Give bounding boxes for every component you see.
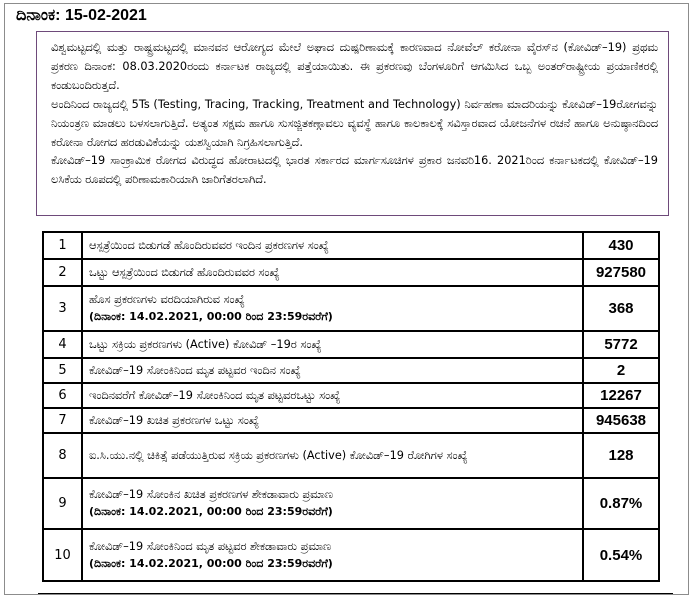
row-label-text: ಹೊಸ ಪ್ರಕರಣಗಳು ವರದಿಯಾಗಿರುವ ಸಂಖ್ಯೆ xyxy=(89,293,245,306)
row-label-text: ಐ.ಸಿ.ಯು.ನಲ್ಲಿ ಚಿಕಿತ್ಸೆ ಪಡೆಯುತ್ತಿರುವ ಸಕ್ರಿಯ ಪ್ರಕರಣಗಳು (Active) ಕೋವಿಡ್–19 ರೋಗಿಗಳ ಸಂಖ್ಯೆ xyxy=(89,448,468,462)
row-value: 430 xyxy=(583,232,659,259)
table-row xyxy=(43,286,659,331)
row-number: 10 xyxy=(43,529,82,581)
row-number: 9 xyxy=(43,478,82,529)
table-row xyxy=(43,478,659,529)
row-date-range: (ದಿನಾಂಕ: 14.02.2021, 00:00 ರಿಂದ 23:59ರವರೆಗೆ) xyxy=(89,310,333,323)
row-label-text: ಕೋವಿಡ್–19 ಸೋಂಕಿನಿಂದ ಮೃತ ಪಟ್ಟವರ ಇಂದಿನ ಸಂಖ್ಯೆ xyxy=(89,363,301,377)
intro-paragraph-1: ವಿಶ್ವಮಟ್ಟದಲ್ಲಿ ಮತ್ತು ರಾಷ್ಟ್ರಮಟ್ಟದಲ್ಲಿ ಮಾನವನ ಆರೋಗ್ಯದ ಮೇಲೆ ಅಘಾದ ದುಷ್ಪರಿಣಾಮಕ್ಕೆ ಕಾರಣವಾದ ನೋವೆಲ್ ಕರೋನಾ ವೈರಸ್‌ನ (ಕೋವಿಡ್–19) ಪ್ರಥಮ ಪ್ರಕರಣ ದಿನಾಂಕ: 08.03.2020ರಂದು ಕರ್ನಾಟಕ ರಾಜ್ಯದಲ್ಲಿ ಪತ್ತೆಯಾಯಿತು. ಈ ಪ್ರಕರಣವು ಬೆಂಗಳೂರಿಗೆ ಆಗಮಿಸಿದ ಒಬ್ಬ ಅಂತರ್‌ರಾಷ್ಟ್ರೀಯ ಪ್ರಯಾಣಿಕರಲ್ಲಿ ಕಂಡುಬಂದಿರುತ್ತದೆ. xyxy=(51,41,658,92)
row-value: 2 xyxy=(583,358,659,383)
table-row xyxy=(43,529,659,581)
row-value: 5772 xyxy=(583,331,659,358)
table-row xyxy=(43,259,659,286)
row-value: 0.87% xyxy=(583,478,659,529)
row-label-text: ಕೋವಿಡ್–19 ಸೋಂಕಿನಿಂದ ಮೃತ ಪಟ್ಟವರ ಶೇಕಡಾವಾರು ಪ್ರಮಾಣ xyxy=(89,539,332,553)
row-label xyxy=(82,433,583,478)
row-label xyxy=(82,383,583,408)
table-row xyxy=(43,383,659,408)
table-row xyxy=(43,433,659,478)
row-label-text: ಆಸ್ಪತ್ರೆಯಿಂದ ಬಿಡುಗಡೆ ಹೊಂದಿರುವವರ ಇಂದಿನ ಪ್ರಕರಣಗಳ ಸಂಖ್ಯೆ xyxy=(89,238,329,252)
row-value: 927580 xyxy=(583,259,659,286)
row-number: 2 xyxy=(43,259,82,286)
intro-paragraph-2: ಅಂದಿನಿಂದ ರಾಜ್ಯದಲ್ಲಿ 5Ts (Testing, Tracing, Tracking, Treatment and Technology) ನಿರ್ವಹಣಾ ಮಾದರಿಯನ್ನು ಕೋವಿಡ್–19ರೋಗವನ್ನು ನಿಯಂತ್ರಣ ಮಾಡಲು ಬಳಸಲಾಗುತ್ತಿದೆ. ಅತ್ಯಂತ ಸಕ್ಷಮ ಹಾಗೂ ಸುಸಜ್ಜಿತಕಣ್ಗಾವಲು ವ್ಯವಸ್ಥೆ ಹಾಗೂ ಕಾಲಕಾಲಕ್ಕೆ ಸವಿಸ್ತಾರವಾದ ಯೋಜನೆಗಳ ರಚನೆ ಹಾಗೂ ಅನುಷ್ಠಾನದಿಂದ ಕರೋನಾ ರೋಗದ ಹರಡುವಿಕೆಯನ್ನು ಯಶಸ್ವಿಯಾಗಿ ನಿಗ್ರಹಿಸಲಾಗುತ್ತಿದೆ. xyxy=(51,97,658,149)
table-row xyxy=(43,408,659,433)
row-number: 7 xyxy=(43,408,82,433)
row-value: 945638 xyxy=(583,408,659,433)
row-label-text: ಇಂದಿನವರೆಗೆ ಕೋವಿಡ್–19 ಸೋಂಕಿನಿಂದ ಮೃತ ಪಟ್ಟವರಒಟ್ಟು ಸಂಖ್ಯೆ xyxy=(89,388,341,402)
row-label xyxy=(82,408,583,433)
row-label xyxy=(82,529,583,581)
table-row xyxy=(43,358,659,383)
row-label xyxy=(82,232,583,259)
statistics-table xyxy=(42,231,660,582)
intro-box xyxy=(36,31,669,216)
row-label xyxy=(82,286,583,331)
row-label-text: ಕೋವಿಡ್–19 ಖಚಿತ ಪ್ರಕರಣಗಳ ಒಟ್ಟು ಸಂಖ್ಯೆ xyxy=(89,413,259,427)
row-label-text: ಕೋವಿಡ್–19 ಸೋಂಕಿನ ಖಚಿತ ಪ್ರಕರಣಗಳ ಶೇಕಡಾವಾರು ಪ್ರಮಾಣ xyxy=(89,488,333,501)
row-label xyxy=(82,478,583,529)
report-date: ದಿನಾಂಕ: 15-02-2021 xyxy=(16,7,147,24)
row-label xyxy=(82,259,583,286)
row-number: 3 xyxy=(43,286,82,331)
intro-paragraph-3: ಕೋವಿಡ್–19 ಸಾಂಕ್ರಾಮಿಕ ರೋಗದ ವಿರುದ್ಧದ ಹೋರಾಟದಲ್ಲಿ ಭಾರತ ಸರ್ಕಾರದ ಮಾರ್ಗಸೂಚಿಗಳ ಪ್ರಕಾರ ಜನವರಿ16. 2021ರಿಂದ ಕರ್ನಾಟಕದಲ್ಲಿ ಕೋವಿಡ್–19 ಲಸಿಕೆಯ ರೂಪದಲ್ಲಿ ಪರಿಣಾಮಕಾರಿಯಾಗಿ ಜಾರಿಗೆತರಲಾಗಿದೆ. xyxy=(51,154,658,187)
row-number: 4 xyxy=(43,331,82,358)
row-value: 12267 xyxy=(583,383,659,408)
row-number: 6 xyxy=(43,383,82,408)
row-value: 0.54% xyxy=(583,529,659,581)
row-number: 1 xyxy=(43,232,82,259)
row-label xyxy=(82,331,583,358)
row-date-range: (ದಿನಾಂಕ: 14.02.2021, 00:00 ರಿಂದ 23:59ರವರೆಗೆ) xyxy=(89,505,333,518)
row-label-text: ಒಟ್ಟು ಆಸ್ಪತ್ರೆಯಿಂದ ಬಿಡುಗಡೆ ಹೊಂದಿರುವವರ ಸಂಖ್ಯೆ xyxy=(89,265,280,279)
row-label-text: ಒಟ್ಟು ಸಕ್ರಿಯ ಪ್ರಕರಣಗಳು (Active) ಕೋವಿಡ್ –19ರ ಸಂಖ್ಯೆ xyxy=(89,337,322,351)
row-label xyxy=(82,358,583,383)
row-value: 368 xyxy=(583,286,659,331)
row-number: 5 xyxy=(43,358,82,383)
row-number: 8 xyxy=(43,433,82,478)
table-row xyxy=(43,331,659,358)
row-value: 128 xyxy=(583,433,659,478)
table-row xyxy=(43,232,659,259)
bottom-divider xyxy=(38,593,673,594)
row-date-range: (ದಿನಾಂಕ: 14.02.2021, 00:00 ರಿಂದ 23:59ರವರೆಗೆ) xyxy=(89,556,333,570)
